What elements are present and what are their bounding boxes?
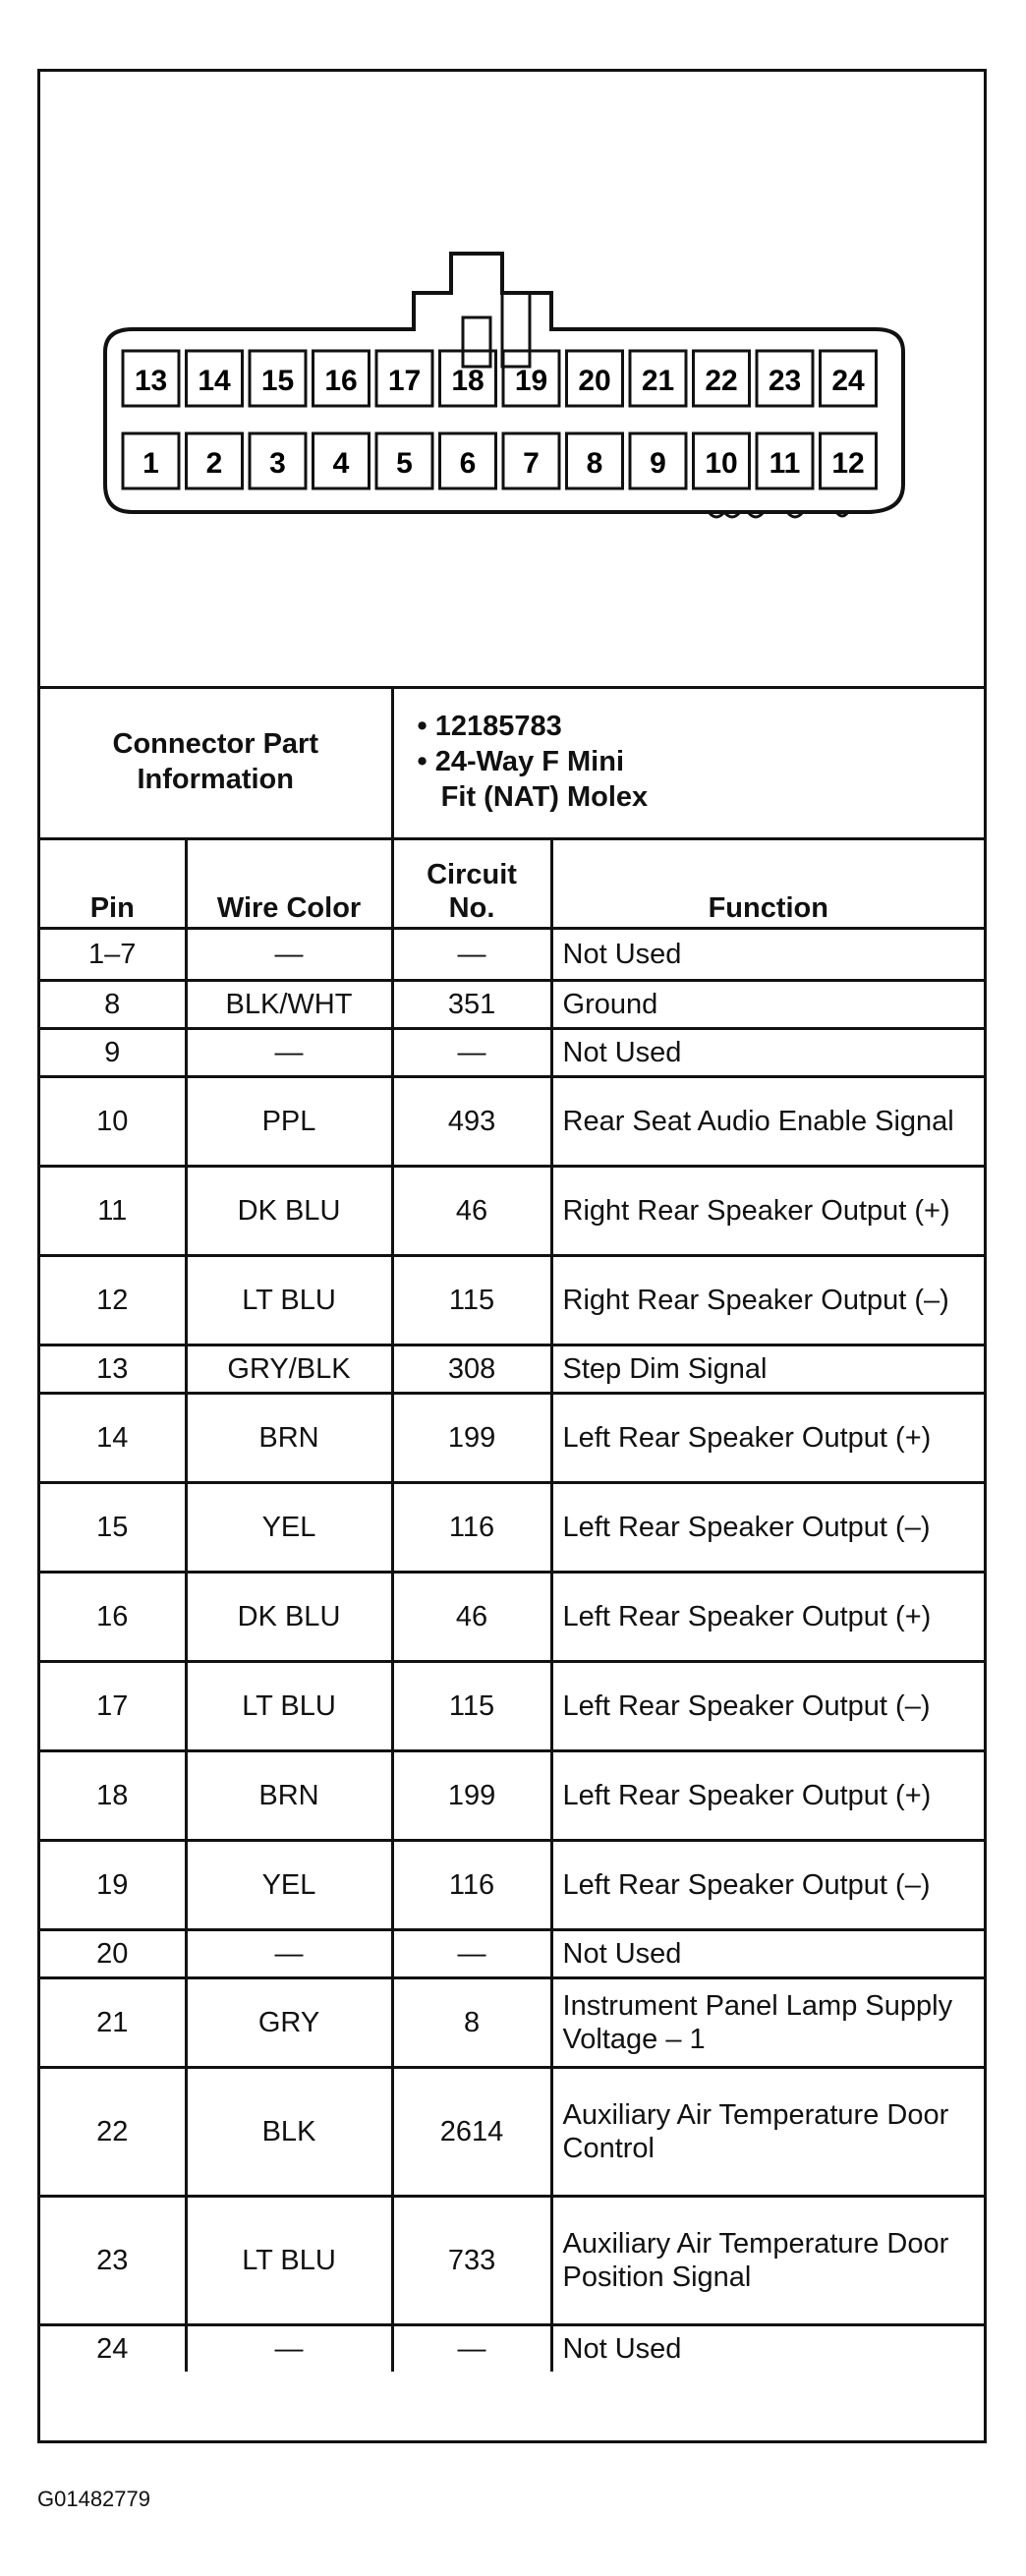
table-row — [40, 1483, 984, 1573]
wire-color-cell: PPL — [186, 1077, 392, 1167]
pin-cell: 24 — [40, 2325, 186, 2373]
table-row — [40, 1573, 984, 1662]
table-row — [40, 1345, 984, 1394]
pin-cell: 15 — [40, 1483, 186, 1573]
pin-cell: 1–7 — [40, 929, 186, 981]
function-cell: Left Rear Speaker Output (+) — [551, 1751, 984, 1841]
circuit-cell: 46 — [392, 1573, 551, 1662]
circuit-cell: 493 — [392, 1077, 551, 1167]
pin-cell: 18 — [40, 1751, 186, 1841]
pin-number-label: 8 — [586, 447, 603, 480]
pin-cell: 12 — [40, 1256, 186, 1345]
function-cell: Instrument Panel Lamp Supply Voltage – 1 — [551, 1978, 984, 2068]
pin-number-label: 1 — [142, 447, 159, 480]
part-number: • 12185783 — [417, 711, 562, 742]
wire-color-cell: — — [186, 1930, 392, 1978]
pin-number-label: 6 — [459, 447, 477, 480]
function-cell: Ground — [551, 981, 984, 1029]
pin-cell: 14 — [40, 1394, 186, 1483]
header-row — [40, 839, 984, 929]
pin-number-label: 13 — [134, 365, 168, 397]
part-info-values — [392, 686, 984, 839]
pin-number-label: 15 — [260, 365, 295, 397]
part-info-row — [40, 686, 984, 839]
wire-color-cell: LT BLU — [186, 2197, 392, 2325]
function-cell: Left Rear Speaker Output (+) — [551, 1394, 984, 1483]
pin-number-label: 11 — [769, 447, 801, 480]
connector-diagram — [40, 72, 984, 689]
pin-cell: 23 — [40, 2197, 186, 2325]
wire-color-cell: — — [186, 929, 392, 981]
function-cell: Not Used — [551, 1029, 984, 1077]
circuit-header: Circuit No. — [392, 839, 551, 929]
function-cell: Auxiliary Air Temperature Door Control — [551, 2068, 984, 2197]
wire-color-cell: GRY/BLK — [186, 1345, 392, 1394]
pin-number-label: 2 — [205, 447, 223, 480]
pin-number-label: 12 — [831, 447, 865, 480]
circuit-cell: 199 — [392, 1751, 551, 1841]
pin-number-label: 14 — [198, 365, 231, 397]
pin-number-label: 4 — [332, 447, 350, 480]
wire-color-cell: BLK — [186, 2068, 392, 2197]
table-row — [40, 2197, 984, 2325]
table-row — [40, 1930, 984, 1978]
circuit-cell: 116 — [392, 1483, 551, 1573]
function-cell: Not Used — [551, 1930, 984, 1978]
pin-cell: 20 — [40, 1930, 186, 1978]
pin-cell: 13 — [40, 1345, 186, 1394]
wire-color-header: Wire Color — [186, 839, 392, 929]
table-row — [40, 1394, 984, 1483]
pin-number-label: 24 — [831, 365, 865, 397]
function-cell: Rear Seat Audio Enable Signal — [551, 1077, 984, 1167]
function-cell: Left Rear Speaker Output (–) — [551, 1662, 984, 1751]
connector-sheet — [37, 69, 987, 2443]
table-row — [40, 2325, 984, 2373]
wire-color-cell: LT BLU — [186, 1662, 392, 1751]
circuit-cell: 115 — [392, 1256, 551, 1345]
wire-color-cell: BRN — [186, 1394, 392, 1483]
pin-number-label: 22 — [705, 365, 738, 397]
pin-header: Pin — [40, 839, 186, 929]
function-cell: Left Rear Speaker Output (–) — [551, 1841, 984, 1930]
pin-cell: 8 — [40, 981, 186, 1029]
part-info-label: Connector Part Information — [40, 686, 392, 839]
pin-number-label: 21 — [641, 365, 675, 397]
function-header: Function — [551, 839, 984, 929]
function-cell: Left Rear Speaker Output (+) — [551, 1573, 984, 1662]
circuit-cell: — — [392, 929, 551, 981]
pin-cell: 16 — [40, 1573, 186, 1662]
pin-number-label: 16 — [324, 365, 358, 397]
table-row — [40, 1029, 984, 1077]
pinout-table — [40, 686, 984, 2372]
wire-color-cell: YEL — [186, 1841, 392, 1930]
circuit-cell: 351 — [392, 981, 551, 1029]
pin-number-label: 9 — [650, 447, 666, 480]
circuit-cell: 8 — [392, 1978, 551, 2068]
circuit-cell: — — [392, 1930, 551, 1978]
function-cell: Left Rear Speaker Output (–) — [551, 1483, 984, 1573]
pin-cell: 17 — [40, 1662, 186, 1751]
pin-number-label: 19 — [514, 365, 548, 397]
table-row — [40, 1841, 984, 1930]
table-row — [40, 1662, 984, 1751]
pin-number-label: 17 — [387, 365, 422, 397]
table-row — [40, 929, 984, 981]
wire-color-cell: DK BLU — [186, 1167, 392, 1256]
pinout-rows — [40, 929, 984, 2373]
circuit-cell: 308 — [392, 1345, 551, 1394]
circuit-cell: 733 — [392, 2197, 551, 2325]
wire-color-cell: YEL — [186, 1483, 392, 1573]
wire-color-cell: GRY — [186, 1978, 392, 2068]
connector-description: • 24-Way F Mini Fit (NAT) Molex — [417, 746, 649, 813]
wire-color-cell: DK BLU — [186, 1573, 392, 1662]
circuit-cell: 115 — [392, 1662, 551, 1751]
circuit-cell: 199 — [392, 1394, 551, 1483]
wire-color-cell: — — [186, 1029, 392, 1077]
circuit-cell: — — [392, 2325, 551, 2373]
pin-cell: 19 — [40, 1841, 186, 1930]
function-cell: Auxiliary Air Temperature Door Position Signal — [551, 2197, 984, 2325]
function-cell: Right Rear Speaker Output (–) — [551, 1256, 984, 1345]
wire-color-cell: BLK/WHT — [186, 981, 392, 1029]
pin-cell: 21 — [40, 1978, 186, 2068]
circuit-cell: — — [392, 1029, 551, 1077]
function-cell: Step Dim Signal — [551, 1345, 984, 1394]
pin-number-label: 10 — [705, 447, 738, 480]
circuit-cell: 46 — [392, 1167, 551, 1256]
figure-id: G01482779 — [37, 2487, 150, 2511]
wire-color-cell: LT BLU — [186, 1256, 392, 1345]
circuit-cell: 2614 — [392, 2068, 551, 2197]
function-cell: Not Used — [551, 929, 984, 981]
table-row — [40, 1167, 984, 1256]
table-row — [40, 1751, 984, 1841]
function-cell: Not Used — [551, 2325, 984, 2373]
pin-number-label: 5 — [396, 447, 413, 480]
pin-cell: 22 — [40, 2068, 186, 2197]
table-row — [40, 981, 984, 1029]
connector-face-drawing — [40, 72, 984, 686]
pin-number-label: 18 — [451, 365, 484, 397]
wire-color-cell: BRN — [186, 1751, 392, 1841]
pin-cell: 9 — [40, 1029, 186, 1077]
pin-cell: 10 — [40, 1077, 186, 1167]
table-row — [40, 1978, 984, 2068]
pin-number-label: 3 — [269, 447, 286, 480]
pin-number-label: 20 — [578, 365, 611, 397]
pin-number-label: 23 — [768, 365, 802, 397]
wire-color-cell: — — [186, 2325, 392, 2373]
table-row — [40, 2068, 984, 2197]
pin-number-label: 7 — [523, 447, 540, 480]
pin-cell: 11 — [40, 1167, 186, 1256]
table-row — [40, 1256, 984, 1345]
circuit-cell: 116 — [392, 1841, 551, 1930]
table-row — [40, 1077, 984, 1167]
function-cell: Right Rear Speaker Output (+) — [551, 1167, 984, 1256]
